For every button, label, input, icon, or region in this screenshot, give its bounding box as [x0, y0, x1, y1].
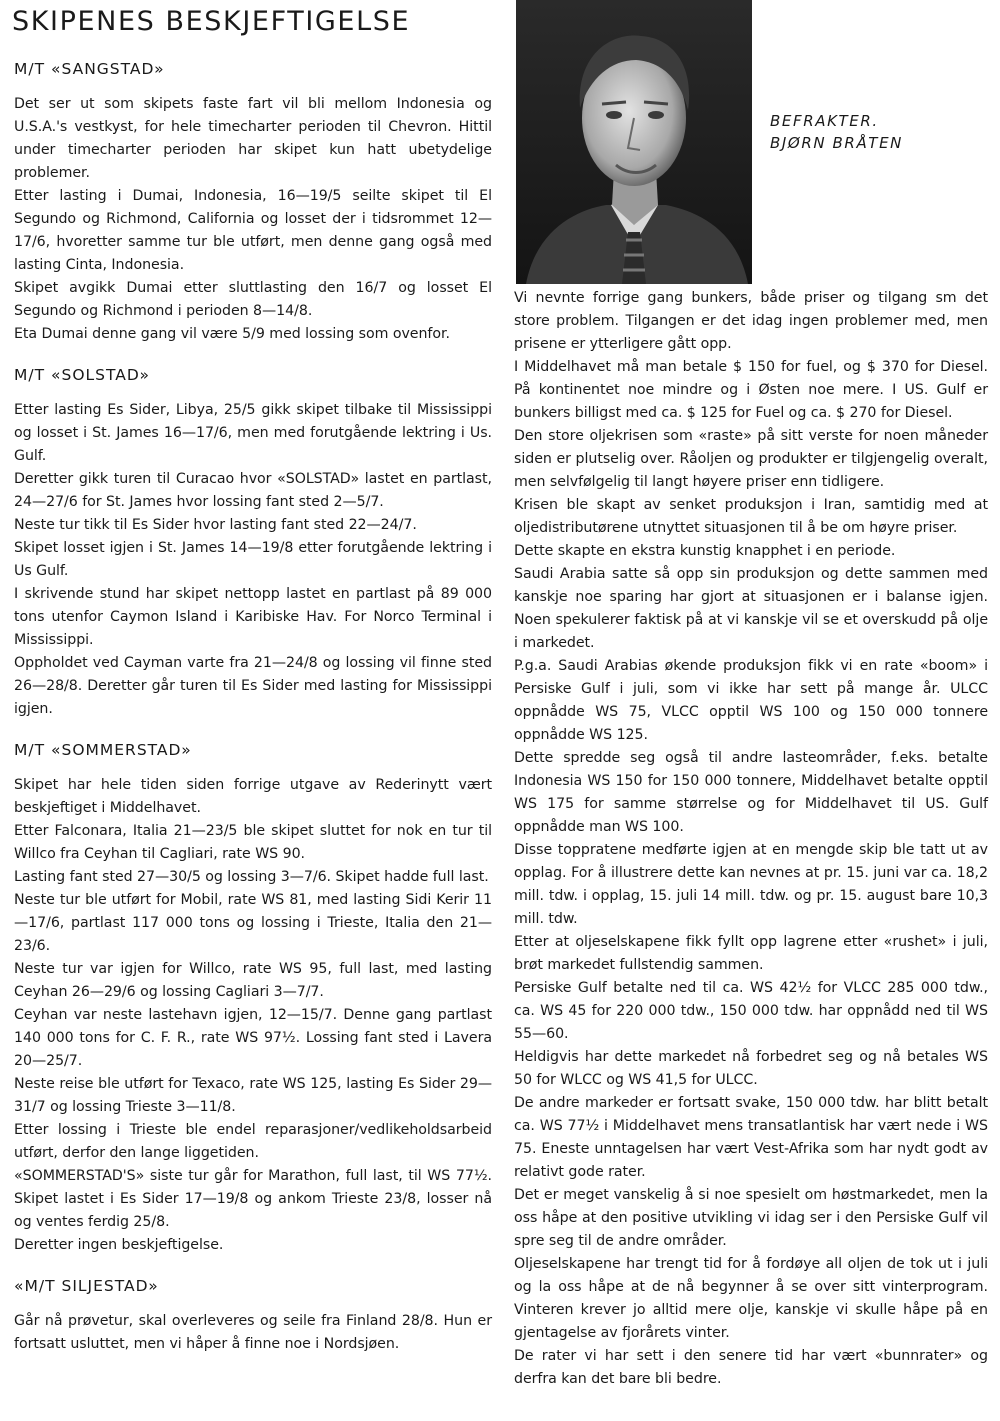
photo-caption [770, 110, 903, 154]
paragraph: Deretter gikk turen til Curacao hvor «SOLSTAD» lastet en partlast, 24—27/6 for St. James hvor lossing fant sted 2—5/7. [14, 471, 492, 510]
paragraph: Det er meget vanskelig å si noe spesielt om høstmarkedet, men la oss håpe at den positive utvikling vi idag ser i den Persiske Gulf vil spre seg til de andre områder. [514, 1187, 988, 1249]
paragraph: Deretter ingen beskjeftigelse. [14, 1237, 224, 1253]
paragraph: Neste reise ble utført for Texaco, rate WS 125, lasting Es Sider 29—31/7 og lossing Trieste 3—11/8. [14, 1076, 492, 1115]
paragraph: De andre markeder er fortsatt svake, 150 000 tdw. har blitt betalt ca. WS 77½ i Middelhavet mens transatlantisk har vært nede i WS 75. Eneste unntagelsen har vært Vest-Afrika som har nydt godt av relativt gode rater. [514, 1095, 988, 1180]
paragraph: Etter Falconara, Italia 21—23/5 ble skipet sluttet for nok en tur til Willco fra Ceyhan til Cagliari, rate WS 90. [14, 823, 492, 862]
paragraph: Dette skapte en ekstra kunstig knapphet i en periode. [514, 543, 896, 559]
paragraph: Disse toppratene medførte igjen at en mengde skip ble tatt ut av opplag. For å illustrere dette kan nevnes at pr. 15. juni var ca. 18,2 mill. tdw. i opplag, 15. juli 14 mill. tdw. og pr. 15. august bare 10,3 mill. tdw. [514, 842, 988, 927]
paragraph: Saudi Arabia satte så opp sin produksjon og dette sammen med kanskje noe sparing har gjort at situasjonen er i balanse igjen. Noen spekulerer faktisk på at vi kanskje vil se et overskudd på olje i markedet. [514, 566, 988, 651]
paragraph: Etter lasting Es Sider, Libya, 25/5 gikk skipet tilbake til Mississippi og losset i St. James 16—17/6, men med forutgående lektring i Us. Gulf. [14, 402, 492, 464]
paragraph: «SOMMERSTAD'S» siste tur går for Marathon, full last, til WS 77½. Skipet lastet i Es Sider 17—19/8 og ankom Trieste 23/8, losser nå og ventes ferdig 25/8. [14, 1168, 492, 1230]
paragraph: Oppholdet ved Cayman varte fra 21—24/8 og lossing vil finne sted 26—28/8. Deretter går turen til Es Sider med lasting for Mississippi igjen. [14, 655, 492, 717]
right-column [514, 287, 988, 1391]
paragraph: Ceyhan var neste lastehavn igjen, 12—15/7. Denne gang partlast 140 000 tons for C. F. R., rate WS 97½. Lossing fant sted i Lavera 20—25/7. [14, 1007, 492, 1069]
paragraph: Oljeselskapene har trengt tid for å fordøye all oljen de tok ut i juli og la oss håpe at de nå begynner å se over sitt vinterprogram. Vinteren krever jo alltid mere olje, kanskje vi skulle håpe på en gjentagelse av fjorårets vinter. [514, 1256, 988, 1341]
paragraph: I skrivende stund har skipet nettopp lastet en partlast på 89 000 tons utenfor Caymon Island i Karibiske Hav. For Norco Terminal i Mississippi. [14, 586, 492, 648]
paragraph: Går nå prøvetur, skal overleveres og seile fra Finland 28/8. Hun er fortsatt usluttet, men vi håper å finne noe i Nordsjøen. [14, 1313, 492, 1352]
paragraph: Neste tur ble utført for Mobil, rate WS 81, med lasting Sidi Kerir 11—17/6, partlast 117 000 tons og lossing i Trieste, Italia den 21—23/6. [14, 892, 492, 954]
section-siljestad [14, 1275, 492, 1356]
paragraph: Eta Dumai denne gang vil være 5/9 med lossing som ovenfor. [14, 326, 450, 342]
paragraph: Det ser ut som skipets faste fart vil bli mellom Indonesia og U.S.A.'s vestkyst, for hele timecharter perioden til Chevron. Hittil under timecharter perioden har skipet kun hatt ubetydelige problemer. [14, 96, 492, 181]
paragraph: Skipet avgikk Dumai etter sluttlasting den 16/7 og losset El Segundo og Richmond i perioden 8—14/8. [14, 280, 492, 319]
section-heading: «M/T SILJESTAD» [14, 1277, 159, 1295]
paragraph: Den store oljekrisen som «raste» på sitt verste for noen måneder siden er plutselig over. Råoljen og produkter er tilgjengelig overalt, men selvfølgelig til langt høyere priser enn tidligere. [514, 428, 988, 490]
left-column [14, 58, 492, 1356]
paragraph: Dette spredde seg også til andre lasteområder, f.eks. betalte Indonesia WS 150 for 150 000 tonnere, Middelhavet betalte opptil WS 175 for samme størrelse og for Middelhavet til US. Gulf oppnådde man WS 100. [514, 750, 988, 835]
paragraph: Lasting fant sted 27—30/5 og lossing 3—7/6. Skipet hadde full last. [14, 869, 489, 885]
section-heading: M/T «SANGSTAD» [14, 60, 165, 78]
paragraph: P.g.a. Saudi Arabias økende produksjon fikk vi en rate «boom» i Persiske Gulf i juli, som vi ikke har sett på mange år. ULCC oppnådde WS 75, VLCC opptil WS 100 og 150 000 tonnere oppnådde WS 125. [514, 658, 988, 743]
paragraph: Skipet losset igjen i St. James 14—19/8 etter forutgående lektring i Us Gulf. [14, 540, 492, 579]
portrait-photo [516, 0, 752, 284]
paragraph: Persiske Gulf betalte ned til ca. WS 42½ for VLCC 285 000 tdw., ca. WS 45 for 220 000 tdw., 150 000 tdw. har oppnådd ned til WS 55—60. [514, 980, 988, 1042]
portrait-illustration [516, 0, 752, 284]
section-sommerstad [14, 739, 492, 1257]
section-solstad [14, 364, 492, 721]
paragraph: Krisen ble skapt av senket produksjon i Iran, samtidig med at oljedistributørene utnyttet situasjonen til å be om høyre priser. [514, 497, 988, 536]
paragraph: I Middelhavet må man betale $ 150 for fuel, og $ 370 for Diesel. På kontinentet noe mindre og i Østen noe mere. I US. Gulf er bunkers billigst med ca. $ 125 for Fuel og ca. $ 270 for Diesel. [514, 359, 988, 421]
paragraph: Heldigvis har dette markedet nå forbedret seg og nå betales WS 50 for WLCC og WS 41,5 for ULCC. [514, 1049, 988, 1088]
paragraph: De rater vi har sett i den senere tid har vært «bunnrater» og derfra kan det bare bli bedre. [514, 1348, 988, 1387]
caption-line: BEFRAKTER. [770, 112, 879, 130]
paragraph: Neste tur tikk til Es Sider hvor lasting fant sted 22—24/7. [14, 517, 417, 533]
paragraph: Vi nevnte forrige gang bunkers, både priser og tilgang sm det store problem. Tilgangen er det idag ingen problemer med, men prisene er ytterligere gått opp. [514, 290, 988, 352]
paragraph: Etter at oljeselskapene fikk fyllt opp lagrene etter «rushet» i juli, brøt markedet fullstendig sammen. [514, 934, 988, 973]
paragraph: Etter lasting i Dumai, Indonesia, 16—19/5 seilte skipet til El Segundo og Richmond, California og losset der i tidsrommet 12—17/6, hvoretter samme tur ble utført, men denne gang også med lasting Cinta, Indonesia. [14, 188, 492, 273]
section-heading: M/T «SOMMERSTAD» [14, 741, 192, 759]
paragraph: Neste tur var igjen for Willco, rate WS 95, full last, med lasting Ceyhan 26—29/6 og lossing Cagliari 3—7/7. [14, 961, 492, 1000]
paragraph: Skipet har hele tiden siden forrige utgave av Rederinytt vært beskjeftiget i Middelhavet. [14, 777, 492, 816]
section-heading: M/T «SOLSTAD» [14, 366, 151, 384]
paragraph: Etter lossing i Trieste ble endel reparasjoner/vedlikeholdsarbeid utført, derfor den lange liggetiden. [14, 1122, 492, 1161]
page-title: SKIPENES BESKJEFTIGELSE [12, 6, 411, 37]
caption-line: BJØRN BRÅTEN [770, 134, 903, 152]
section-sangstad [14, 58, 492, 346]
